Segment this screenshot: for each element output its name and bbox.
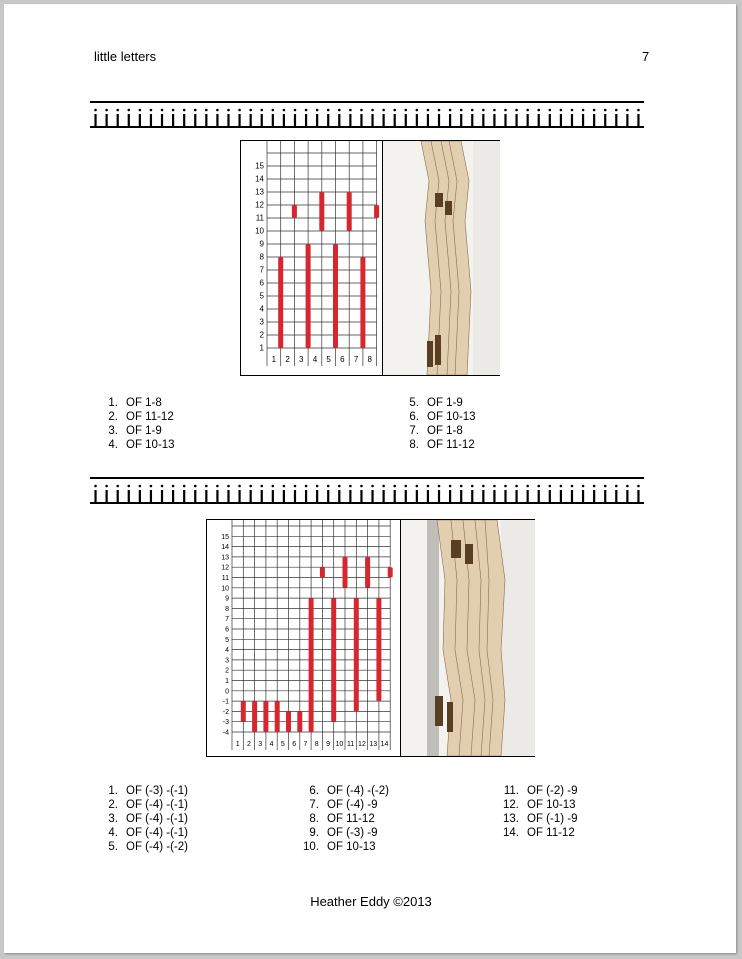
instruction-item <box>96 424 175 438</box>
instruction-item <box>497 798 577 812</box>
fold-bar-col-3 <box>263 701 268 732</box>
instruction-text: OF (-1) -9 <box>527 813 578 825</box>
rail-tick <box>582 109 585 126</box>
y-tick-label: -4 <box>222 729 229 737</box>
instruction-text: OF (-4) -(-2) <box>126 841 188 853</box>
instruction-item <box>96 410 175 424</box>
rail-tick <box>283 109 286 126</box>
instruction-number: 14. <box>503 827 519 839</box>
rail-tick <box>227 485 230 502</box>
rail-tick <box>360 109 363 126</box>
rail-tick <box>416 485 419 502</box>
rail-tick <box>194 109 197 126</box>
rail-tick <box>604 485 607 502</box>
instruction-text: OF 10-13 <box>126 439 175 451</box>
rail-tick <box>194 485 197 502</box>
fold-bar-col-8 <box>320 567 325 577</box>
rail-tick <box>260 485 263 502</box>
rail-tick <box>404 109 407 126</box>
rail-tick <box>549 485 552 502</box>
rail-tick <box>249 485 252 502</box>
instruction-number: 10. <box>303 841 319 853</box>
x-tick-label: 6 <box>340 355 345 364</box>
y-tick-label: 10 <box>255 226 264 236</box>
rail-tick <box>238 109 241 126</box>
y-tick-label: 15 <box>221 533 229 541</box>
rail-tick <box>216 485 219 502</box>
y-tick-label: 13 <box>255 187 264 197</box>
x-tick-label: 1 <box>271 355 277 364</box>
x-tick-label: 7 <box>353 355 359 364</box>
x-tick-label: 3 <box>258 741 263 748</box>
rail-tick <box>161 485 164 502</box>
x-tick-label: 7 <box>303 741 308 748</box>
instruction-text: OF 10-13 <box>527 799 576 811</box>
y-tick-label: 5 <box>259 291 264 301</box>
y-tick-label: 4 <box>259 304 264 314</box>
rail-tick <box>94 109 97 126</box>
rail-tick <box>493 485 496 502</box>
instruction-item <box>96 784 188 798</box>
rail-tick <box>593 485 596 502</box>
rail-tick <box>515 109 518 126</box>
rail-tick <box>305 109 308 126</box>
instruction-text: OF (-2) -9 <box>527 785 578 797</box>
rail-tick <box>493 109 496 126</box>
instruction-number: 12. <box>503 799 519 811</box>
rail-tick <box>360 485 363 502</box>
instruction-text: OF 11-12 <box>327 813 375 825</box>
y-tick-label: 5 <box>225 636 229 644</box>
fold-bar-col-2 <box>292 205 297 218</box>
x-tick-label: 13 <box>369 741 378 748</box>
rail-tick <box>504 485 507 502</box>
instruction-text: OF (-4) -9 <box>327 799 378 811</box>
rail-tick <box>460 109 463 126</box>
instruction-text: OF 10-13 <box>427 411 476 423</box>
instruction-number: 4. <box>108 439 118 451</box>
rail-tick <box>161 109 164 126</box>
y-tick-label: 13 <box>221 554 229 562</box>
instruction-item <box>397 424 476 438</box>
instruction-number: 11. <box>503 785 519 797</box>
rail-tick <box>637 485 640 502</box>
y-tick-label: 9 <box>259 239 264 249</box>
instruction-number: 3. <box>108 425 118 437</box>
instruction-item <box>297 826 389 840</box>
x-tick-label: 14 <box>380 741 389 748</box>
y-tick-label: 15 <box>255 161 264 171</box>
pattern-1-chart <box>241 141 382 375</box>
instruction-number: 5. <box>409 397 419 409</box>
rail-tick <box>150 485 153 502</box>
x-tick-label: 12 <box>358 741 366 748</box>
pattern-2-instructions-col1 <box>96 784 188 854</box>
rail-tick <box>438 109 441 126</box>
rail-tick <box>105 485 108 502</box>
instruction-text: OF 1-8 <box>427 425 463 437</box>
rail-tick <box>116 109 119 126</box>
instruction-number: 6. <box>409 411 419 423</box>
pattern-2-panel <box>206 519 535 757</box>
fold-bar-col-2 <box>252 701 257 732</box>
rail-tick <box>94 485 97 502</box>
fold-bar-col-8 <box>374 205 379 218</box>
pattern-1-book-fold-photo <box>382 141 500 375</box>
rail-tick <box>139 109 142 126</box>
rail-tick <box>249 109 252 126</box>
y-tick-label: 1 <box>225 678 229 685</box>
rail-tick <box>294 485 297 502</box>
rail-tick <box>172 109 175 126</box>
rail-tick <box>438 485 441 502</box>
x-tick-label: 1 <box>235 741 240 748</box>
rail-tick <box>172 485 175 502</box>
y-tick-label: 2 <box>259 330 264 340</box>
instruction-number: 1. <box>108 397 118 409</box>
x-tick-label: 8 <box>367 355 372 364</box>
pattern-2-instructions-col2 <box>297 784 389 854</box>
y-tick-label: 8 <box>225 605 229 613</box>
x-tick-label: 11 <box>347 741 355 748</box>
rail-tick <box>482 485 485 502</box>
rail-tick <box>382 109 385 126</box>
y-tick-label: -2 <box>222 708 229 716</box>
y-tick-label: 2 <box>225 667 229 675</box>
rail-tick <box>216 109 219 126</box>
instruction-item <box>96 438 175 452</box>
rail-tick <box>449 109 452 126</box>
page-number: 7 <box>642 49 650 64</box>
instruction-item <box>297 784 389 798</box>
rail-tick <box>260 109 263 126</box>
rail-tick <box>283 485 286 502</box>
rail-tick <box>116 485 119 502</box>
rail-tick <box>139 485 142 502</box>
rail-tick <box>615 109 618 126</box>
fold-bar-col-6 <box>347 192 352 231</box>
rail-tick <box>371 109 374 126</box>
rail-tick <box>571 485 574 502</box>
instruction-number: 6. <box>309 785 319 797</box>
rail-tick <box>150 109 153 126</box>
x-tick-label: 3 <box>299 355 304 364</box>
fold-bar-col-1 <box>241 701 246 722</box>
instruction-text: OF (-4) -(-1) <box>126 813 188 825</box>
rail-tick <box>537 485 540 502</box>
instruction-number: 8. <box>409 439 419 451</box>
rail-tick <box>338 485 341 502</box>
y-tick-label: 14 <box>255 174 264 184</box>
rail-tick <box>183 109 186 126</box>
instruction-item <box>397 396 476 410</box>
x-tick-label: 2 <box>285 355 290 364</box>
rail-tick <box>449 485 452 502</box>
fold-bar-col-9 <box>331 598 336 722</box>
rail-tick <box>560 109 563 126</box>
instruction-text: OF 1-9 <box>126 425 162 437</box>
rail-tick <box>238 485 241 502</box>
instruction-number: 1. <box>108 785 118 797</box>
instruction-text: OF 1-8 <box>126 397 162 409</box>
instruction-item <box>497 784 577 798</box>
rail-tick <box>549 109 552 126</box>
instruction-number: 13. <box>503 813 519 825</box>
decorative-rail-top <box>90 100 644 130</box>
fold-bar-col-6 <box>297 711 302 732</box>
y-tick-label: 4 <box>225 647 229 655</box>
instruction-text: OF 11-12 <box>527 827 575 839</box>
pattern-2-book-fold-photo <box>400 520 535 756</box>
fold-bar-col-11 <box>354 598 359 711</box>
x-tick-label: 9 <box>326 741 331 748</box>
x-tick-label: 5 <box>326 355 331 364</box>
instruction-text: OF 1-9 <box>427 397 463 409</box>
instruction-text: OF (-3) -(-1) <box>126 785 188 797</box>
instruction-item <box>96 812 188 826</box>
rail-tick <box>537 109 540 126</box>
y-tick-label: 3 <box>259 317 264 327</box>
rail-tick <box>427 485 430 502</box>
instruction-number: 9. <box>309 827 319 839</box>
rail-tick <box>349 109 352 126</box>
rail-tick <box>404 485 407 502</box>
rail-tick <box>482 109 485 126</box>
x-tick-label: 4 <box>269 741 274 748</box>
fold-bar-col-14 <box>388 567 393 577</box>
instruction-text: OF (-4) -(-1) <box>126 827 188 839</box>
rail-tick <box>183 485 186 502</box>
instruction-number: 2. <box>108 799 118 811</box>
instruction-number: 4. <box>108 827 118 839</box>
rail-tick <box>626 485 629 502</box>
y-tick-label: 12 <box>221 564 229 572</box>
rail-tick <box>582 485 585 502</box>
instruction-item <box>297 812 389 826</box>
rail-tick <box>305 485 308 502</box>
rail-tick <box>371 485 374 502</box>
x-tick-label: 10 <box>335 741 344 748</box>
fold-bar-col-13 <box>376 598 381 701</box>
y-tick-label: 8 <box>259 252 264 262</box>
instruction-item <box>297 840 389 854</box>
rail-tick <box>272 109 275 126</box>
rail-tick <box>526 485 529 502</box>
rail-tick <box>338 109 341 126</box>
rail-tick <box>294 109 297 126</box>
instruction-number: 5. <box>108 841 118 853</box>
rail-tick <box>227 109 230 126</box>
pattern-2-instructions-col3 <box>497 784 577 840</box>
rail-tick <box>460 485 463 502</box>
decorative-rail-middle <box>90 476 644 506</box>
y-tick-label: 10 <box>221 585 229 593</box>
rail-tick <box>127 485 130 502</box>
rail-tick <box>526 109 529 126</box>
y-tick-label: 9 <box>225 595 229 603</box>
rail-tick <box>382 485 385 502</box>
rail-tick <box>571 109 574 126</box>
instruction-item <box>96 840 188 854</box>
instruction-item <box>497 812 577 826</box>
instruction-number: 8. <box>309 813 319 825</box>
instruction-text: OF 10-13 <box>327 841 376 853</box>
rail-tick <box>416 109 419 126</box>
y-tick-label: 7 <box>225 616 229 624</box>
rail-tick <box>626 109 629 126</box>
instruction-text: OF (-4) -(-2) <box>327 785 389 797</box>
grid-lines <box>267 141 377 366</box>
instruction-item <box>96 396 175 410</box>
rail-tick <box>471 485 474 502</box>
fold-bar-col-5 <box>286 711 291 732</box>
y-tick-label: 0 <box>225 688 229 696</box>
y-tick-label: 11 <box>221 575 229 582</box>
rail-tick <box>637 109 640 126</box>
instruction-text: OF (-4) -(-1) <box>126 799 188 811</box>
rail-tick <box>316 109 319 126</box>
rail-tick <box>327 109 330 126</box>
rail-tick <box>393 109 396 126</box>
footer-credit: Heather Eddy ©2013 <box>310 894 432 909</box>
fold-bar-col-12 <box>365 557 370 588</box>
rail-tick <box>515 485 518 502</box>
fold-bar-col-7 <box>360 257 365 348</box>
y-tick-label: 3 <box>225 657 229 665</box>
rail-tick <box>471 109 474 126</box>
rail-tick <box>504 109 507 126</box>
instruction-item <box>397 410 476 424</box>
instruction-item <box>397 438 476 452</box>
rail-tick <box>205 485 208 502</box>
x-tick-label: 5 <box>280 741 285 748</box>
y-tick-label: 6 <box>225 626 229 634</box>
y-tick-label: 6 <box>259 278 264 288</box>
rail-tick <box>127 109 130 126</box>
y-tick-label: 12 <box>255 200 264 210</box>
rail-tick <box>393 485 396 502</box>
instruction-text: OF 11-12 <box>126 411 174 423</box>
instruction-number: 3. <box>108 813 118 825</box>
rail-tick <box>105 109 108 126</box>
fold-bar-col-10 <box>343 557 348 588</box>
rail-tick <box>604 109 607 126</box>
rail-tick <box>615 485 618 502</box>
rail-tick <box>327 485 330 502</box>
instruction-text: OF 11-12 <box>427 439 475 451</box>
rail-tick <box>205 109 208 126</box>
fold-bar-col-1 <box>278 257 283 348</box>
fold-bar-col-4 <box>275 701 280 732</box>
instruction-text: OF (-3) -9 <box>327 827 378 839</box>
y-tick-label: -3 <box>222 719 229 727</box>
pattern-1-instructions-right <box>397 396 476 452</box>
header-title: little letters <box>94 49 157 64</box>
rail-tick <box>349 485 352 502</box>
rail-tick <box>316 485 319 502</box>
rail-tick <box>272 485 275 502</box>
instruction-number: 7. <box>309 799 319 811</box>
fold-bar-col-4 <box>319 192 324 231</box>
y-tick-label: 1 <box>259 343 264 353</box>
instruction-item <box>297 798 389 812</box>
fold-bar-col-7 <box>309 598 314 732</box>
instruction-number: 2. <box>108 411 118 423</box>
rail-tick <box>593 109 596 126</box>
y-tick-label: 11 <box>255 213 264 223</box>
x-tick-label: 2 <box>246 741 251 748</box>
x-tick-label: 6 <box>292 741 297 748</box>
rail-tick <box>560 485 563 502</box>
instruction-item <box>497 826 577 840</box>
y-tick-label: -1 <box>222 698 229 706</box>
y-tick-label: 7 <box>259 265 264 275</box>
instruction-item <box>96 826 188 840</box>
pattern-1-instructions-left <box>96 396 175 452</box>
rail-tick <box>427 109 430 126</box>
instruction-item <box>96 798 188 812</box>
fold-bar-col-3 <box>306 244 311 348</box>
y-tick-label: 14 <box>221 544 229 552</box>
x-tick-label: 4 <box>312 355 318 364</box>
instruction-number: 7. <box>409 425 419 437</box>
pattern-2-chart <box>207 520 400 756</box>
fold-bar-col-5 <box>333 244 338 348</box>
x-tick-label: 8 <box>314 741 319 748</box>
pattern-1-panel <box>240 140 500 376</box>
